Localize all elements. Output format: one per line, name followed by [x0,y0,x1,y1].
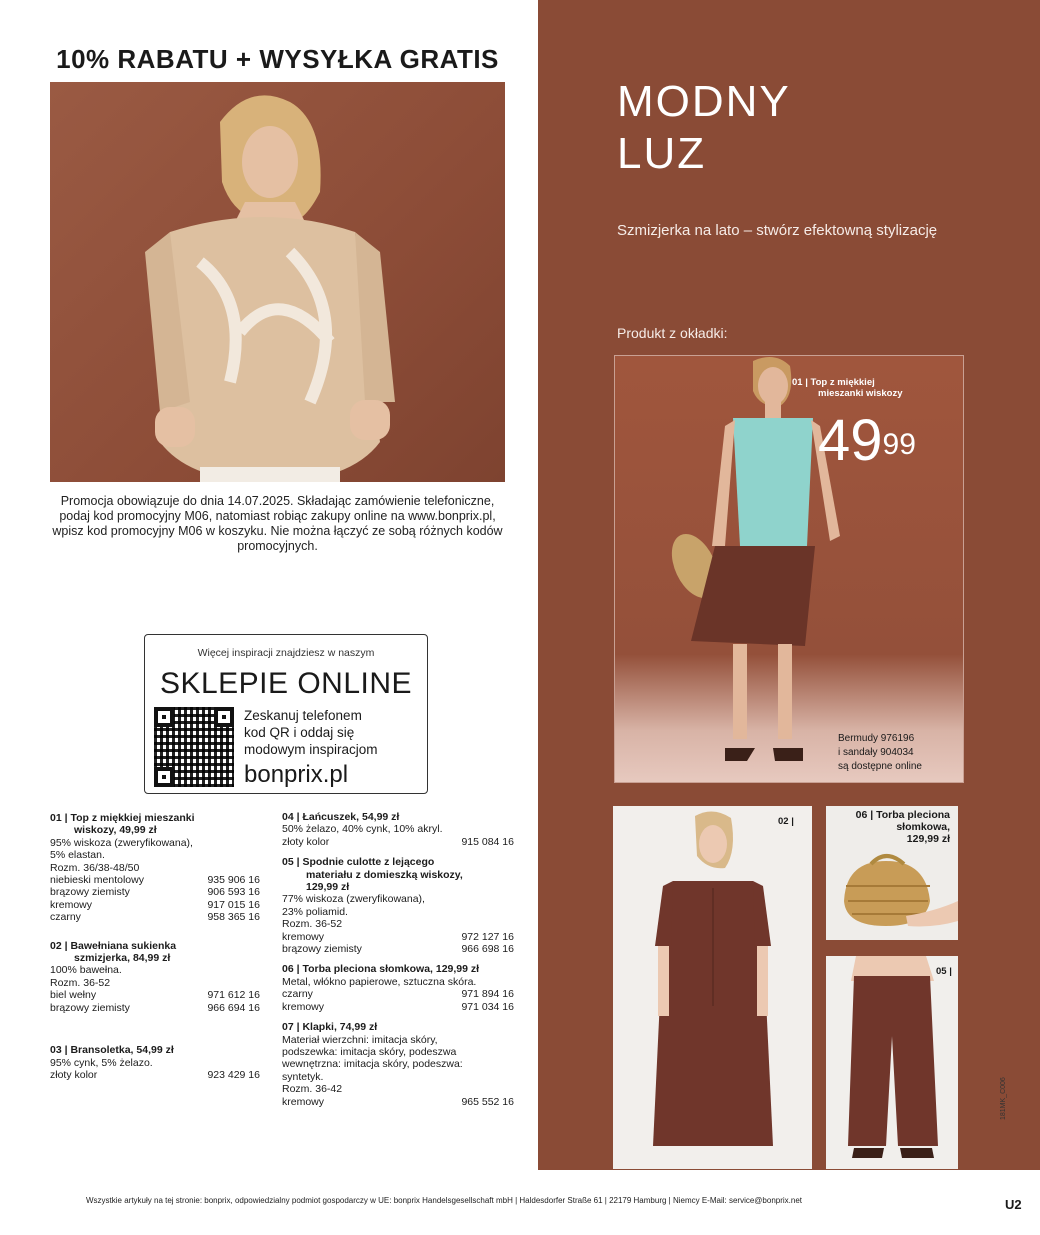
qr-code[interactable] [154,707,234,787]
qr-finder-icon [214,707,234,727]
product-title-line: 06 | Torba pleciona słomkowa, 129,99 zł [282,963,480,976]
product-description-line: Rozm. 36-52 [50,976,111,989]
price-cents: 99 [882,428,916,461]
product-variant-row [50,874,260,886]
product-title-line: 02 | Bawełniana sukienka [50,939,177,952]
variant-color: brązowy ziemisty [50,886,130,899]
product-variant-row [50,899,260,911]
product-variant-row [50,886,260,898]
bag-tag [832,809,950,845]
note-line: Bermudy 976196 [838,733,915,744]
product-title-line: 03 | Bransoletka, 54,99 zł [50,1044,174,1057]
product-list-left [50,812,260,1089]
blouse-model-illustration [50,82,505,482]
variant-order-code: 958 365 16 [207,911,260,924]
variant-order-code: 971 894 16 [461,988,514,1001]
variant-order-code: 971 034 16 [461,1000,514,1013]
dress-tag: 02 | [778,816,794,827]
pants-model-illustration [826,956,958,1169]
product-description-line: 5% elastan. [50,849,105,862]
tag-line: mieszanki wiskozy [818,388,903,399]
pants-tag: 05 | [936,966,952,977]
product-title-line: 01 | Top z miękkiej mieszanki [50,812,195,824]
product-variant-row [282,988,514,1000]
variant-order-code: 923 429 16 [207,1068,260,1081]
qr-instruction-line: Zeskanuj telefonem [244,708,362,723]
product-variant-row [282,1001,514,1013]
product-description-line: wewnętrzna: imitacja skóry, podeszwa: [282,1058,463,1071]
product-description-line: 23% poliamid. [282,905,348,918]
product-variant-row [50,989,260,1001]
cover-product-label: Produkt z okładki: [617,325,728,341]
product-title-line: 07 | Klapki, 74,99 zł [282,1021,378,1034]
product-variant-row [50,1002,260,1014]
cover-product-price [818,408,916,473]
product-variant-row [282,943,514,955]
variant-color: kremowy [50,898,93,911]
product-description-line: syntetyk. [282,1070,324,1083]
variant-color: czarny [50,911,81,924]
product-variant-row [50,1069,260,1081]
hero-subtitle: Szmizjerka na lato – stwórz efektowną stylizację [617,222,938,239]
variant-color: kremowy [282,1095,325,1108]
product-item [282,856,514,955]
product-variant-row [282,836,514,848]
variant-order-code: 935 906 16 [207,874,260,887]
product-title-line: 04 | Łańcuszek, 54,99 zł [282,811,400,823]
hero-title [617,76,791,180]
variant-color: złoty kolor [50,1068,98,1081]
variant-order-code: 915 084 16 [461,835,514,848]
product-title-line: wiskozy, 49,99 zł [74,824,157,837]
product-variant-row [282,931,514,943]
variant-order-code: 965 552 16 [461,1095,514,1108]
product-description-line: Materiał wierzchni: imitacja skóry, [282,1033,438,1046]
hero-title-line: LUZ [617,129,707,178]
product-description-line: podszewka: imitacja skóry, podeszwa [282,1045,457,1058]
qr-instructions [244,707,378,758]
legal-footer: Wszystkie artykuły na tej stronie: bonprix, odpowiedzialny podmiot gospodarczy w UE: bonprix Handelsgesellschaft mbH | Haldesdorfer Straße 61 | 22179 Hamburg | Niemcy E-Mail: service@bonprix.net [86,1196,803,1205]
product-description-line: 50% żelazo, 40% cynk, 10% akryl. [282,823,443,836]
dress-product-photo [613,806,812,1169]
product-item [50,1044,260,1081]
product-description-line: 100% bawełna. [50,964,122,977]
dress-model-illustration [613,806,812,1169]
product-description-line: 95% wiskoza (zweryfikowana), [50,836,193,849]
product-title-line: 129,99 zł [306,881,350,894]
product-description-line: Rozm. 36/38-48/50 [50,861,140,874]
online-box-heading: SKLEPIE ONLINE [159,667,413,700]
tag-line: 01 | Top z miękkiej [792,377,875,388]
hero-title-line: MODNY [617,77,791,126]
cover-online-note [838,732,922,774]
qr-instruction-line: modowym inspiracjom [244,742,378,757]
hero-photo-blouse [50,82,505,482]
product-title-line: szmizjerka, 84,99 zł [74,952,171,965]
product-description-line: Metal, włókno papierowe, sztuczna skóra. [282,975,477,988]
shop-url[interactable]: bonprix.pl [244,761,349,788]
tag-line: 129,99 zł [906,833,950,845]
tag-line: 06 | Torba pleciona [855,809,950,821]
product-title-line: 05 | Spodnie culotte z lejącego [282,856,435,869]
product-item [282,1021,514,1108]
catalog-code: 181MK_C006 [1000,1077,1007,1120]
note-line: i sandały 904034 [838,747,914,758]
variant-color: kremowy [282,1000,325,1013]
note-line: są dostępne online [838,761,922,772]
product-item [282,811,514,848]
variant-color: niebieski mentolowy [50,874,144,887]
tag-line: słomkowa, [896,821,950,833]
online-shop-box [144,634,428,794]
variant-color: brązowy ziemisty [50,1001,130,1014]
variant-order-code: 966 694 16 [207,1001,260,1014]
page-number: U2 [1005,1197,1022,1212]
product-description-line: Rozm. 36-42 [282,1083,343,1096]
product-item [50,940,260,1014]
qr-instruction-line: kod QR i oddaj się [244,725,355,740]
product-title-line: materiału z domieszką wiskozy, [306,868,463,881]
promo-headline: 10% RABATU + WYSYŁKA GRATIS [56,44,499,74]
online-box-intro: Więcej inspiracji znajdziesz w naszym [197,647,375,659]
product-item [282,963,514,1013]
product-description-line: Rozm. 36-52 [282,918,343,931]
variant-order-code: 917 015 16 [207,898,260,911]
variant-order-code: 906 593 16 [207,886,260,899]
product-variant-row [282,1096,514,1108]
variant-color: złoty kolor [282,835,330,848]
product-description-line: 77% wiskoza (zweryfikowana), [282,893,425,906]
variant-color: brązowy ziemisty [282,943,362,956]
cover-product-tag [792,377,902,399]
variant-color: czarny [282,988,313,1001]
variant-color: kremowy [282,930,325,943]
qr-finder-icon [154,707,174,727]
variant-order-code: 966 698 16 [461,943,514,956]
price-main: 49 [818,408,883,473]
product-description-line: 95% cynk, 5% żelazo. [50,1056,153,1069]
qr-finder-icon [154,767,174,787]
variant-order-code: 971 612 16 [207,989,260,1002]
promo-disclaimer: Promocja obowiązuje do dnia 14.07.2025. Składając zamówienie telefoniczne, podaj kod promocyjny M06, natomiast robiąc zakupy online na www.bonprix.pl, wpisz kod promocyjny M06 w koszyku. Nie można łączyć ze sobą różnych kodów promocyjnych. [52,494,503,553]
product-variant-row [50,911,260,923]
product-list-right [282,811,514,1116]
variant-order-code: 972 127 16 [461,930,514,943]
variant-color: biel wełny [50,989,97,1002]
pants-product-photo [826,956,958,1169]
product-item [50,812,260,924]
